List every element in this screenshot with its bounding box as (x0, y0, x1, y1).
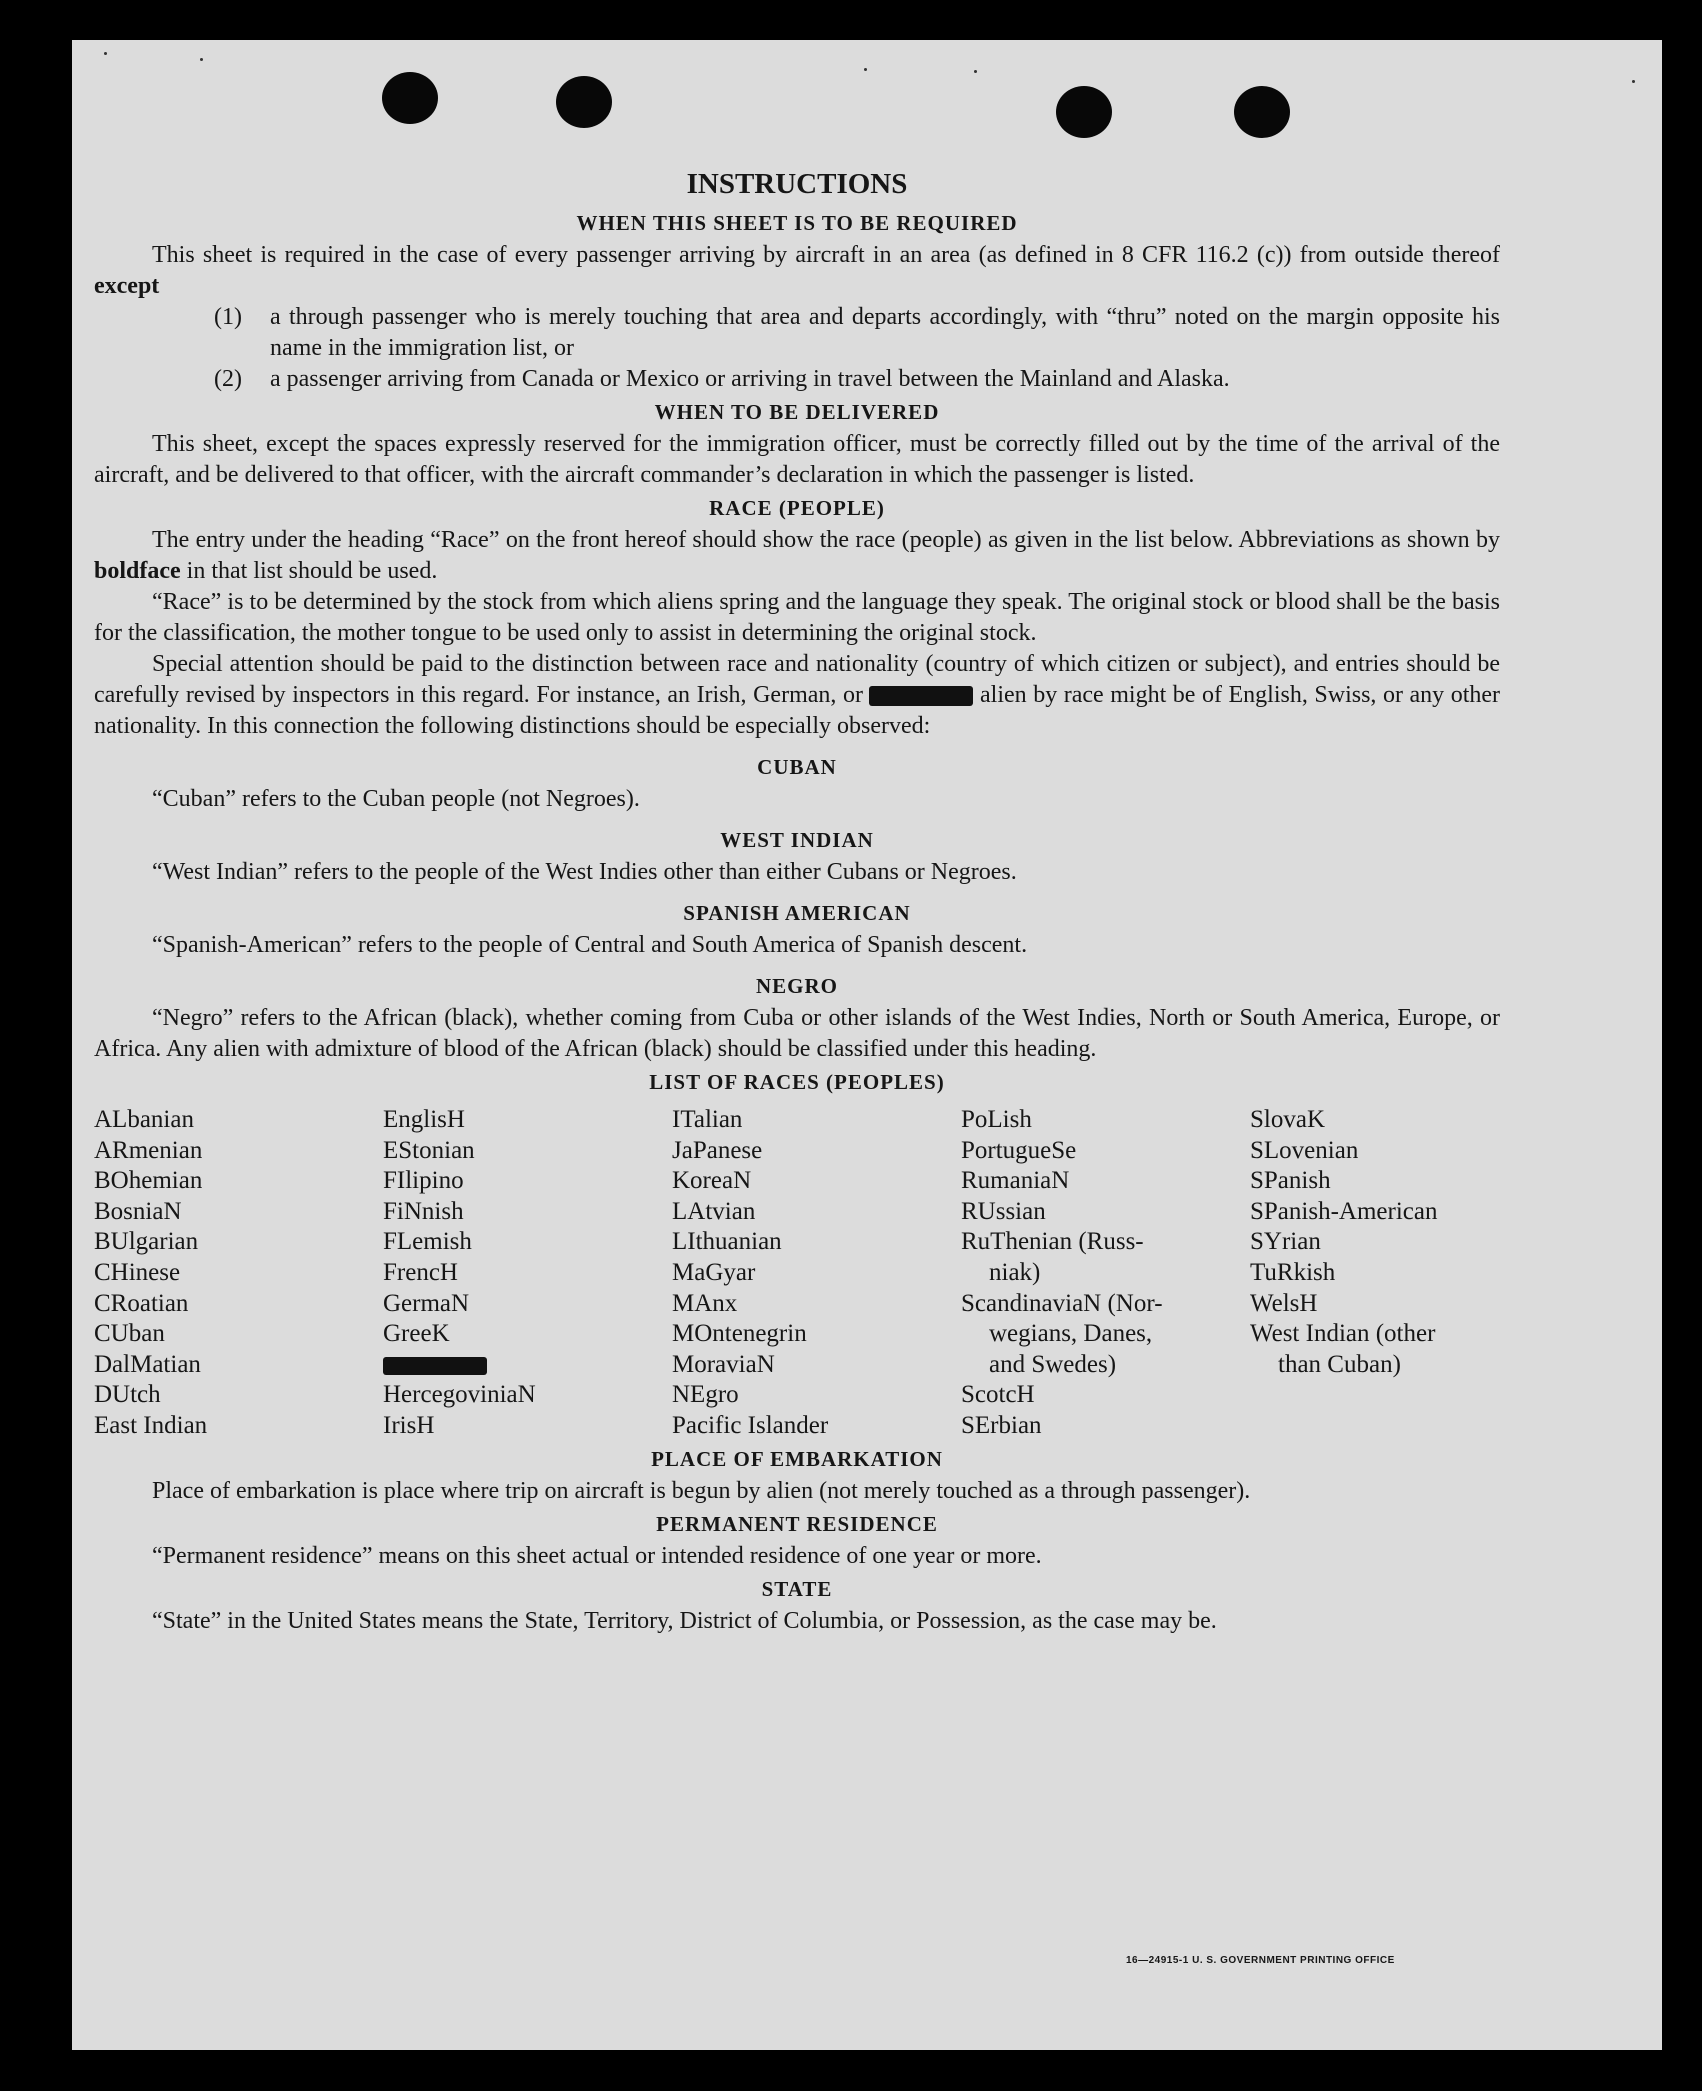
section-heading: WEST INDIAN (720, 828, 874, 852)
race-entry: ITalian (672, 1106, 743, 1133)
race-entry: ScandinaviaN (Nor- (961, 1289, 1163, 1317)
race-entry: JaPanese (672, 1136, 763, 1164)
paragraph: “State” in the United States means the State, Territory, District of Columbia, or Possession, as the case may be. (152, 1607, 1217, 1634)
section-heading: WHEN THIS SHEET IS TO BE REQUIRED (576, 211, 1018, 235)
race-entry: BUlgarian (94, 1228, 199, 1256)
race-entry: FiNnish (383, 1197, 464, 1225)
race-entry: GreeK (383, 1320, 450, 1348)
section-heading: STATE (761, 1576, 833, 1601)
section-heading: LIST OF RACES (PEOPLES) (649, 1070, 945, 1094)
race-entry: GermaN (383, 1289, 470, 1317)
punch-hole (382, 72, 438, 124)
section-heading: RACE (PEOPLE) (709, 496, 885, 520)
race-entry: SLovenian (1250, 1136, 1359, 1164)
race-entry: MoraviaN (672, 1350, 775, 1378)
punch-hole (1056, 86, 1112, 138)
races-column (383, 1105, 672, 1442)
document-page (72, 40, 1662, 2050)
race-entry: FIlipino (383, 1167, 464, 1195)
paragraph: Place of embarkation is place where trip on aircraft is begun by alien (not merely touched as a through passenger). (152, 1477, 1251, 1504)
race-entry: Pacific Islander (672, 1411, 829, 1439)
race-entry: FrencH (383, 1258, 458, 1286)
race-entry: RumaniaN (961, 1167, 1070, 1195)
race-entry: TuRkish (1250, 1258, 1336, 1286)
list-item: (1) a through passenger who is merely touching that area and departs accordingly, with “thru” noted on the margin opposite his name in the immigration list, or (214, 304, 1500, 361)
race-entry: RUssian (961, 1197, 1046, 1225)
paragraph: “Cuban” refers to the Cuban people (not Negroes). (152, 786, 640, 812)
race-entry: LAtvian (672, 1197, 756, 1225)
race-entry: SlovaK (1250, 1106, 1325, 1133)
race-entry: ScotcH (961, 1381, 1035, 1409)
races-list (94, 1105, 1500, 1442)
race-entry: CUban (94, 1320, 165, 1348)
race-entry: ALbanian (94, 1106, 194, 1133)
bold-text: boldface (94, 558, 181, 584)
races-column (1250, 1105, 1539, 1442)
race-entry: niak) (989, 1258, 1041, 1286)
instructions-body (94, 166, 1500, 1637)
section-heading: PERMANENT RESIDENCE (656, 1511, 938, 1536)
speck (1632, 80, 1635, 83)
races-column (672, 1105, 961, 1442)
race-entry: EnglisH (383, 1106, 465, 1133)
race-entry: West Indian (other (1250, 1320, 1436, 1348)
paragraph: “West Indian” refers to the people of the West Indies other than either Cubans or Negroes. (152, 859, 1017, 885)
race-entry: NEgro (672, 1381, 739, 1409)
race-entry: WelsH (1250, 1289, 1318, 1317)
race-entry: KoreaN (672, 1167, 752, 1195)
race-entry: than Cuban) (1278, 1350, 1401, 1378)
section-heading: NEGRO (755, 974, 838, 998)
page-title: INSTRUCTIONS (686, 168, 908, 200)
paragraph: “Spanish-American” refers to the people of Central and South America of Spanish descent. (152, 932, 1028, 958)
race-entry: FLemish (383, 1228, 472, 1256)
paragraph: “Permanent residence” means on this sheet actual or intended residence of one year or more. (152, 1542, 1042, 1569)
race-entry: SPanish-American (1250, 1197, 1438, 1225)
section-heading: CUBAN (757, 755, 837, 779)
race-entry: PoLish (961, 1106, 1032, 1133)
punch-hole (1234, 86, 1290, 138)
race-entry: DalMatian (94, 1350, 201, 1378)
list-item: (2) a passenger arriving from Canada or Mexico or arriving in travel between the Mainland and Alaska. (214, 366, 1230, 392)
race-entry: MaGyar (672, 1258, 756, 1286)
bold-text: except (94, 273, 160, 299)
paragraph: Special attention should be paid to the distinction between race and nationality (country of which citizen or subject), and entries should be carefully revised by inspectors in this regard. For instance, an Irish, German, or alien by race might be of English, Swiss, or any other nationality. In this connection the following distinctions should be especially observed: (94, 651, 1501, 739)
race-entry: HercegoviniaN (383, 1381, 536, 1409)
race-entry: BosniaN (94, 1197, 182, 1225)
race-entry: BOhemian (94, 1167, 203, 1195)
race-entry: ARmenian (94, 1136, 203, 1164)
paragraph: This sheet is required in the case of every passenger arriving by aircraft in an area (as defined in 8 CFR 116.2 (c)) from outside thereof except (94, 242, 1500, 299)
race-entry: CRoatian (94, 1289, 189, 1317)
speck (864, 68, 867, 71)
race-entry: PortugueSe (961, 1136, 1077, 1164)
race-entry: wegians, Danes, (989, 1320, 1153, 1348)
race-entry: IrisH (383, 1411, 435, 1439)
paragraph: This sheet, except the spaces expressly reserved for the immigration officer, must be correctly filled out by the time of the arrival of the aircraft, and be delivered to that officer, with the aircraft commander’s declaration in which the passenger is listed. (94, 431, 1500, 488)
race-entry: SPanish (1250, 1167, 1331, 1195)
speck (200, 58, 203, 61)
race-entry: RuThenian (Russ- (961, 1228, 1144, 1256)
race-entry: East Indian (94, 1411, 208, 1439)
section-heading: PLACE OF EMBARKATION (651, 1446, 943, 1471)
races-column (94, 1105, 383, 1442)
race-entry: and Swedes) (989, 1350, 1117, 1378)
section-heading: WHEN TO BE DELIVERED (654, 400, 940, 424)
race-entry: LIthuanian (672, 1228, 782, 1256)
punch-hole (556, 76, 612, 128)
speck (104, 52, 107, 55)
races-column (961, 1105, 1250, 1442)
paragraph: The entry under the heading “Race” on the front hereof should show the race (people) as given in the list below. Abbreviations as shown by boldface in that list should be used. (94, 527, 1500, 584)
race-entry-redacted (383, 1350, 672, 1381)
section-heading: SPANISH AMERICAN (683, 901, 911, 925)
race-entry: SYrian (1250, 1228, 1321, 1256)
paragraph: “Race” is to be determined by the stock from which aliens spring and the language they speak. The original stock or blood shall be the basis for the classification, the mother tongue to be used only to assist in determining the original stock. (94, 589, 1500, 646)
race-entry: MOntenegrin (672, 1320, 807, 1348)
printer-imprint: 16—24915-1 U. S. GOVERNMENT PRINTING OFFICE (1126, 1955, 1395, 1966)
paragraph: “Negro” refers to the African (black), whether coming from Cuba or other islands of the West Indies, North or South America, Europe, or Africa. Any alien with admixture of blood of the African (black) should be classified under this heading. (94, 1005, 1500, 1062)
race-entry: SErbian (961, 1411, 1042, 1439)
race-entry: DUtch (94, 1381, 161, 1409)
race-entry: CHinese (94, 1258, 181, 1286)
race-entry: MAnx (672, 1289, 738, 1317)
redaction-mark (869, 686, 973, 706)
speck (974, 70, 977, 73)
redaction-mark (383, 1357, 487, 1375)
race-entry: EStonian (383, 1136, 475, 1164)
